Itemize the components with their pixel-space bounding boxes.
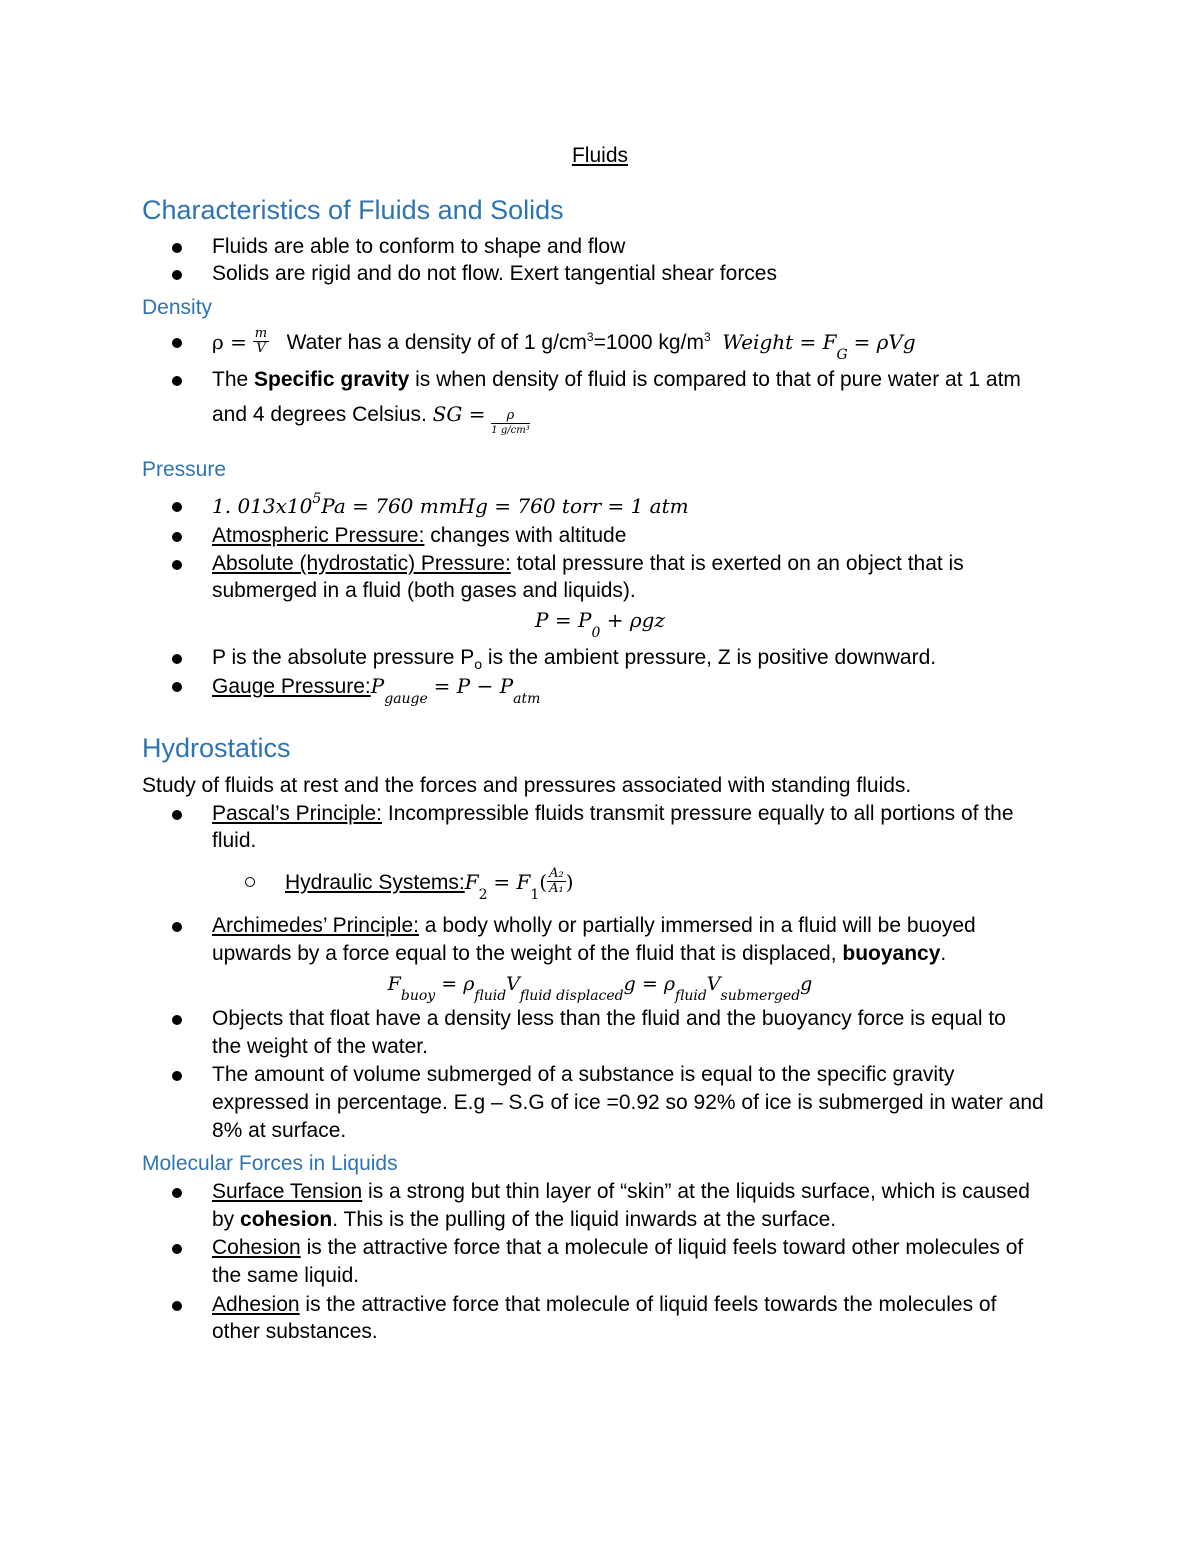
hydrostatics-intro: Study of fluids at rest and the forces and pressures associated with standing fluids.	[142, 774, 912, 797]
specific-gravity-fraction: $\frac{\rho}{\text{1 g/cm³}}$	[491, 407, 530, 436]
bullet-icon	[172, 338, 182, 348]
heading-characteristics: Characteristics of Fluids and Solids	[142, 195, 564, 225]
bullet-icon	[172, 243, 182, 253]
heading-molecular-forces: Molecular Forces in Liquids	[142, 1152, 398, 1175]
buoyancy-equation: $F_{buoy} = \rho_{fluid}V_{fluid displaced}g = \rho_{fluid}V_{submerged}g$	[387, 973, 813, 1004]
heading-hydrostatics: Hydrostatics	[142, 733, 291, 763]
heading-pressure: Pressure	[142, 458, 227, 481]
bullet-icon	[172, 1071, 182, 1081]
density-fraction: $\frac{m}{V}$	[254, 325, 268, 356]
bullet-icon	[172, 922, 182, 932]
heading-density: Density	[142, 296, 213, 319]
bullet-icon	[172, 1301, 182, 1311]
bullet-icon	[172, 532, 182, 542]
circle-bullet-icon	[245, 877, 255, 887]
bullet-icon	[172, 810, 182, 820]
bullet-icon	[172, 1244, 182, 1254]
bullet-icon	[172, 1015, 182, 1025]
bullet-icon	[172, 502, 182, 512]
bullet-icon	[172, 1188, 182, 1198]
bullet-icon	[172, 560, 182, 570]
area-ratio-fraction: $\frac{\text{A₂}}{\text{A₁}}$	[549, 865, 564, 896]
document-page: Fluids Characteristics of Fluids and Solids Fluids are able to conform to shape and flow Solids are rigid and do not flow. Exert tangential shear forces Density ρ = $\frac{m}{V}$ Water has a density of of 1 $g/cm^3=1000$ $kg/m^3$ Weight = $F_G = \rho Vg$ The Specific gravity is when density of fluid is compared to that of pure water at 1 atm and 4 degrees Celsius. SG = $\frac{\rho}{\text{1 g/cm³}}$ Pressure 1. $013x10^5Pa = 760$ mmHg = 760 torr = 1 atm Atmospheric Pressure: changes with altitude Absolute (hydrostatic) Pressure: total pressure that is exerted on an object that is submerged in a fluid (both gases and liquids). $P = P_0 + \rho gz$ P is the absolute pressure $P_o$ is the ambient pressure, Z is positive downward. Gauge $Pressure:P_{gauge} = P - P_{atm}$ Hydrostatics Study of fluids at rest and the forces and pressures associated with standing fluids. Pascal’s Principle: Incompressible fluids transmit pressure equally to all portions of the fluid. Hydraulic $Systems:F_2 = F_1$( $\frac{\text{A₂}}{\text{A₁}}$ ) Archimedes’ Principle: a body wholly or partially immersed in a fluid will be buoyed upwards by a force equal to the weight of the fluid that is displaced, buoyancy. $F_{buoy} = \rho_{fluid}V_{fluid displaced}g = \rho_{fluid}V_{submerged}g$ Objects that float have a density less than the fluid and the buoyancy force is equal to the weight of the water. The amount of volume submerged of a substance is equal to the specific gravity expressed in percentage. E.g – S.G of ice =0.92 so 92% of ice is submerged in water and 8% at surface. Molecular Forces in Liquids Surface Tension is a strong but thin layer of “skin” at the liquids surface, which is caused by cohesion. This is the pulling of the liquid inwards at the surface. Cohesion is the attractive force that a molecule of liquid feels toward other molecules of the same liquid. Adhesion is the attractive force that molecule of liquid feels towards the molecules of other substances.	[0, 0, 1200, 1553]
bullet-icon	[172, 270, 182, 280]
bullet-icon	[172, 376, 182, 386]
document-title: Fluids	[571, 144, 629, 167]
bullet-icon	[172, 682, 182, 692]
absolute-pressure-equation: $P = P_0 + \rho gz$	[535, 608, 665, 641]
bullet-icon	[172, 654, 182, 664]
